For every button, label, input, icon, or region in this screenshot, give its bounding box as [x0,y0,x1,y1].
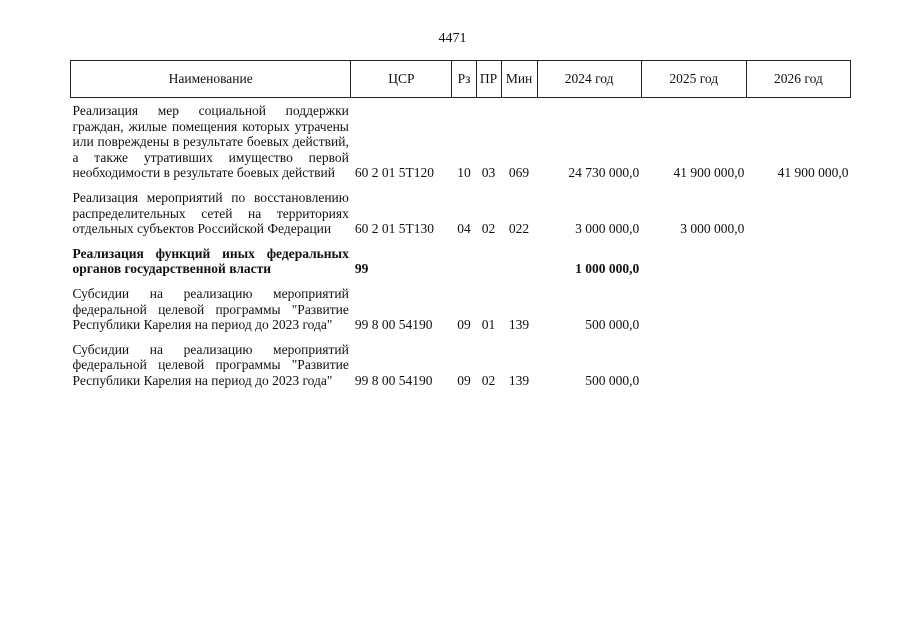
row-csr: 60 2 01 5Т130 [354,221,434,237]
row-name: Реализация мероприятий по восстановлению распределительных сетей на территориях отдельных субъектов Российской Федерации [72,189,349,237]
row-name: Субсидии на реализацию мероприятий федеральной целевой программы "Развитие Республики Карелия на период до 2023 года" [72,285,349,333]
row-min [501,246,537,286]
table-header-row [71,61,851,98]
row-rz: 04 [457,221,471,237]
header-min: Мин [501,61,537,98]
row-2024: 3 000 000,0 [575,221,640,237]
row-2024: 24 730 000,0 [568,165,640,181]
header-2024: 2024 год [537,61,641,98]
row-pr: 02 [481,372,496,388]
row-pr [476,246,501,286]
row-2025 [641,246,746,286]
row-rz: 09 [457,317,471,333]
row-min: 139 [508,372,530,388]
row-2026 [746,286,850,342]
row-name: Субсидии на реализацию мероприятий федеральной целевой программы "Развитие Республики Карелия на период до 2023 года" [72,341,349,388]
row-min: 069 [508,165,530,181]
table-row [71,190,851,246]
row-pr: 02 [481,221,496,237]
row-2025 [641,286,746,342]
row-name: Реализация функций иных федеральных органов государственной власти [72,245,349,277]
header-csr: ЦСР [351,61,452,98]
table-row [71,98,851,190]
table-row [71,246,851,286]
row-2025 [641,342,746,398]
budget-table [70,60,851,398]
row-pr: 03 [481,165,496,181]
row-csr: 99 8 00 54190 [354,372,433,388]
row-min: 139 [508,317,530,333]
row-2025: 41 900 000,0 [673,165,745,181]
header-pr: ПР [476,61,501,98]
page-number: 4471 [438,31,467,46]
header-name: Наименование [71,61,351,98]
row-2026 [746,246,850,286]
row-rz: 10 [457,165,471,181]
row-csr: 60 2 01 5Т120 [354,165,434,181]
table-row [71,286,851,342]
row-csr: 99 [354,261,369,277]
row-pr: 01 [481,317,496,333]
row-2026 [746,342,850,398]
row-2026: 41 900 000,0 [777,165,849,181]
row-2024: 1 000 000,0 [575,261,640,277]
row-2026 [746,190,850,246]
row-2024: 500 000,0 [585,372,640,388]
header-2026: 2026 год [746,61,850,98]
row-rz [452,246,476,286]
row-csr: 99 8 00 54190 [354,317,433,333]
row-2025: 3 000 000,0 [680,221,745,237]
header-2025: 2025 год [641,61,746,98]
header-rz: Рз [452,61,476,98]
row-rz: 09 [457,372,471,388]
row-min: 022 [508,221,530,237]
row-name: Реализация мер социальной поддержки граждан, жилые помещения которых утрачены или повреждены в результате боевых действий, а также утративших имущество первой необходимости в результате боевых действий [72,103,349,181]
table-row [71,342,851,398]
row-2024: 500 000,0 [585,317,640,333]
